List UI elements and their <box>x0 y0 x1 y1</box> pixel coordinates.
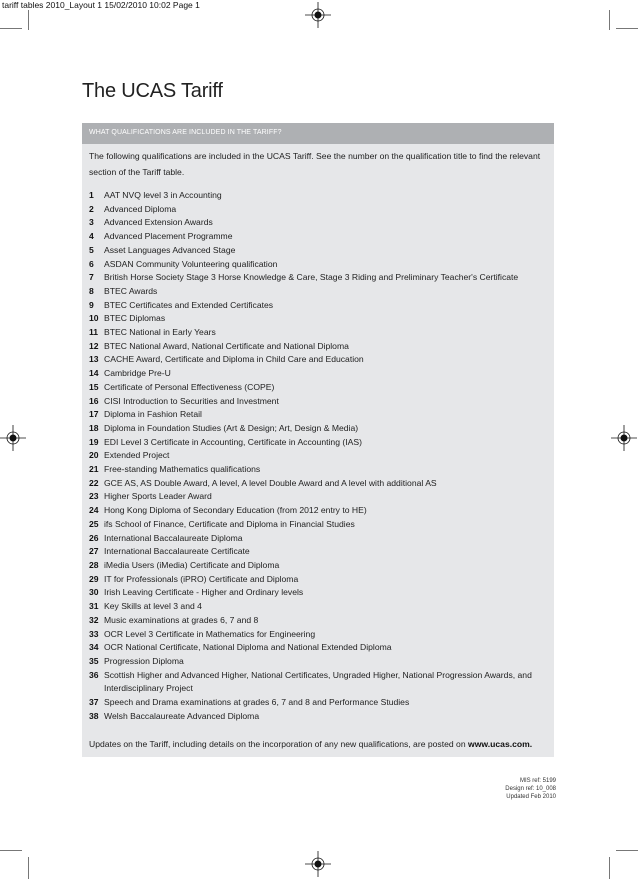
qualification-number: 24 <box>89 505 99 516</box>
qualification-title: Diploma in Fashion Retail <box>104 409 202 420</box>
updated-date: Updated Feb 2010 <box>506 794 556 801</box>
qualification-title: Free-standing Mathematics qualifications <box>104 464 261 475</box>
qualification-list <box>89 189 549 723</box>
qualification-number: 3 <box>89 217 94 228</box>
qualification-title: BTEC Diplomas <box>104 313 166 324</box>
qualification-item <box>89 189 549 203</box>
qualification-number: 19 <box>89 436 99 447</box>
crop-mark-top-left-h <box>0 28 22 29</box>
qualification-number: 34 <box>89 642 99 653</box>
qualification-item <box>89 422 549 436</box>
qualification-item <box>89 628 549 642</box>
qualification-title: British Horse Society Stage 3 Horse Knowledge & Care, Stage 3 Riding and Preliminary Teacher's Certificate <box>104 272 519 283</box>
qualification-number: 9 <box>89 299 94 310</box>
qualification-item <box>89 463 549 477</box>
qualification-title: Irish Leaving Certificate - Higher and Ordinary levels <box>104 587 304 598</box>
qualification-title: Scottish Higher and Advanced Higher, National Certificates, Ungraded Higher, National Progression Awards, and Interdisciplinary Project <box>104 669 532 694</box>
design-ref: Design ref: 10_008 <box>505 786 556 793</box>
qualification-item <box>89 477 549 491</box>
panel-heading: WHAT QUALIFICATIONS ARE INCLUDED IN THE TARIFF? <box>89 129 282 136</box>
registration-mark-bottom-icon <box>305 851 331 877</box>
qualification-item <box>89 614 549 628</box>
qualification-title: Asset Languages Advanced Stage <box>104 244 236 255</box>
mis-ref: MIS ref: 5199 <box>519 778 556 784</box>
reference-block <box>505 777 556 802</box>
qualification-item <box>89 299 549 313</box>
qualification-item <box>89 271 549 285</box>
qualification-number: 6 <box>89 258 94 269</box>
qualification-number: 30 <box>89 587 99 598</box>
qualification-number: 22 <box>89 477 99 488</box>
qualification-number: 13 <box>89 354 99 365</box>
qualification-number: 28 <box>89 559 99 570</box>
qualification-number: 16 <box>89 395 99 406</box>
qualification-item <box>89 408 549 422</box>
qualification-item <box>89 340 549 354</box>
qualification-item <box>89 518 549 532</box>
qualification-number: 15 <box>89 381 99 392</box>
qualification-title: Advanced Placement Programme <box>104 231 233 242</box>
qualification-item <box>89 216 549 230</box>
qualification-number: 7 <box>89 272 94 283</box>
qualification-title: CISI Introduction to Securities and Investment <box>104 395 279 406</box>
crop-mark-bottom-right-h <box>616 850 638 851</box>
registration-mark-right-icon <box>611 425 637 451</box>
qualification-item <box>89 641 549 655</box>
qualification-number: 1 <box>89 190 94 200</box>
qualification-item <box>89 367 549 381</box>
qualification-number: 38 <box>89 710 99 721</box>
qualification-title: Progression Diploma <box>104 655 184 666</box>
qualification-number: 17 <box>89 409 99 420</box>
qualification-item <box>89 655 549 669</box>
qualification-title: Advanced Extension Awards <box>104 217 213 228</box>
qualification-number: 21 <box>89 464 99 475</box>
qualification-item <box>89 312 549 326</box>
qualification-item <box>89 559 549 573</box>
crop-mark-top-right-h <box>616 28 638 29</box>
page-title: The UCAS Tariff <box>82 80 223 102</box>
qualification-title: CACHE Award, Certificate and Diploma in Child Care and Education <box>104 354 364 365</box>
qualification-title: Speech and Drama examinations at grades 6, 7 and 8 and Performance Studies <box>104 697 410 708</box>
qualification-number: 35 <box>89 655 99 666</box>
qualification-title: iMedia Users (iMedia) Certificate and Diploma <box>104 559 280 570</box>
crop-mark-bottom-right-v <box>609 857 610 879</box>
qualification-title: ifs School of Finance, Certificate and Diploma in Financial Studies <box>104 518 355 529</box>
crop-mark-top-left-v <box>28 10 29 30</box>
qualification-title: IT for Professionals (iPRO) Certificate and Diploma <box>104 573 299 584</box>
qualification-title: EDI Level 3 Certificate in Accounting, Certificate in Accounting (IAS) <box>104 436 362 447</box>
qualification-number: 27 <box>89 546 99 557</box>
qualification-item <box>89 710 549 724</box>
qualification-number: 33 <box>89 628 99 639</box>
qualification-number: 37 <box>89 697 99 708</box>
qualification-title: ASDAN Community Volunteering qualification <box>104 258 278 269</box>
qualification-title: BTEC Certificates and Extended Certificates <box>104 299 274 310</box>
qualification-item <box>89 449 549 463</box>
qualification-number: 2 <box>89 203 94 214</box>
qualification-number: 4 <box>89 231 94 242</box>
ucas-website-link[interactable]: www.ucas.com. <box>468 739 533 749</box>
qualification-title: Certificate of Personal Effectiveness (COPE) <box>104 381 275 392</box>
qualification-item <box>89 436 549 450</box>
qualification-title: Higher Sports Leader Award <box>104 491 212 502</box>
qualification-item <box>89 532 549 546</box>
qualification-number: 23 <box>89 491 99 502</box>
crop-mark-bottom-left-h <box>0 850 22 851</box>
qualification-number: 32 <box>89 614 99 625</box>
qualification-item <box>89 696 549 710</box>
qualification-title: Advanced Diploma <box>104 203 177 214</box>
qualification-title: GCE AS, AS Double Award, A level, A level Double Award and A level with additional AS <box>104 477 437 488</box>
qualification-number: 18 <box>89 422 99 433</box>
crop-mark-top-right-v <box>609 10 610 30</box>
qualification-title: Extended Project <box>104 450 170 461</box>
printer-slug: tariff tables 2010_Layout 1 15/02/2010 10:02 Page 1 <box>2 0 200 10</box>
qualification-title: International Baccalaureate Certificate <box>104 546 250 557</box>
qualification-title: Welsh Baccalaureate Advanced Diploma <box>104 710 260 721</box>
registration-mark-left-icon <box>0 425 26 451</box>
qualification-item <box>89 353 549 367</box>
updates-text: Updates on the Tariff, including details on the incorporation of any new qualifications, are posted on <box>89 739 469 749</box>
updates-note <box>89 739 549 749</box>
qualification-item <box>89 230 549 244</box>
qualification-number: 10 <box>89 313 99 324</box>
qualification-number: 20 <box>89 450 99 461</box>
qualification-title: OCR National Certificate, National Diploma and National Extended Diploma <box>104 642 392 653</box>
qualification-title: Cambridge Pre-U <box>104 368 171 379</box>
qualification-number: 5 <box>89 244 94 255</box>
qualifications-panel <box>82 123 554 757</box>
qualification-item <box>89 669 549 696</box>
registration-mark-top-icon <box>305 2 331 28</box>
panel-heading-bar <box>82 123 554 144</box>
qualification-item <box>89 545 549 559</box>
qualification-title: Music examinations at grades 6, 7 and 8 <box>104 614 259 625</box>
qualification-number: 14 <box>89 368 99 379</box>
qualification-number: 29 <box>89 573 99 584</box>
qualification-item <box>89 258 549 272</box>
qualification-number: 8 <box>89 285 94 296</box>
qualification-item <box>89 285 549 299</box>
qualification-title: OCR Level 3 Certificate in Mathematics for Engineering <box>104 628 316 639</box>
qualification-item <box>89 381 549 395</box>
qualification-item <box>89 573 549 587</box>
qualification-title: Diploma in Foundation Studies (Art & Design; Art, Design & Media) <box>104 422 359 433</box>
qualification-title: AAT NVQ level 3 in Accounting <box>104 190 222 200</box>
intro-paragraph: The following qualifications are included in the UCAS Tariff. See the number on the qualification title to find the relevant section of the Tariff table. <box>89 151 541 177</box>
crop-mark-bottom-left-v <box>28 857 29 879</box>
qualification-item <box>89 203 549 217</box>
qualification-item <box>89 490 549 504</box>
qualification-item <box>89 395 549 409</box>
qualification-item <box>89 586 549 600</box>
qualification-number: 11 <box>89 327 99 338</box>
qualification-title: BTEC National in Early Years <box>104 327 216 338</box>
qualification-number: 26 <box>89 532 99 543</box>
qualification-item <box>89 244 549 258</box>
qualification-title: BTEC Awards <box>104 285 158 296</box>
qualification-item <box>89 504 549 518</box>
qualification-number: 36 <box>89 669 99 680</box>
qualification-number: 31 <box>89 601 99 612</box>
qualification-item <box>89 326 549 340</box>
qualification-item <box>89 600 549 614</box>
qualification-title: Key Skills at level 3 and 4 <box>104 601 202 612</box>
qualification-title: International Baccalaureate Diploma <box>104 532 243 543</box>
qualification-title: Hong Kong Diploma of Secondary Education (from 2012 entry to HE) <box>104 505 367 516</box>
qualification-title: BTEC National Award, National Certificate and National Diploma <box>104 340 349 351</box>
qualification-number: 12 <box>89 340 99 351</box>
qualification-number: 25 <box>89 518 99 529</box>
